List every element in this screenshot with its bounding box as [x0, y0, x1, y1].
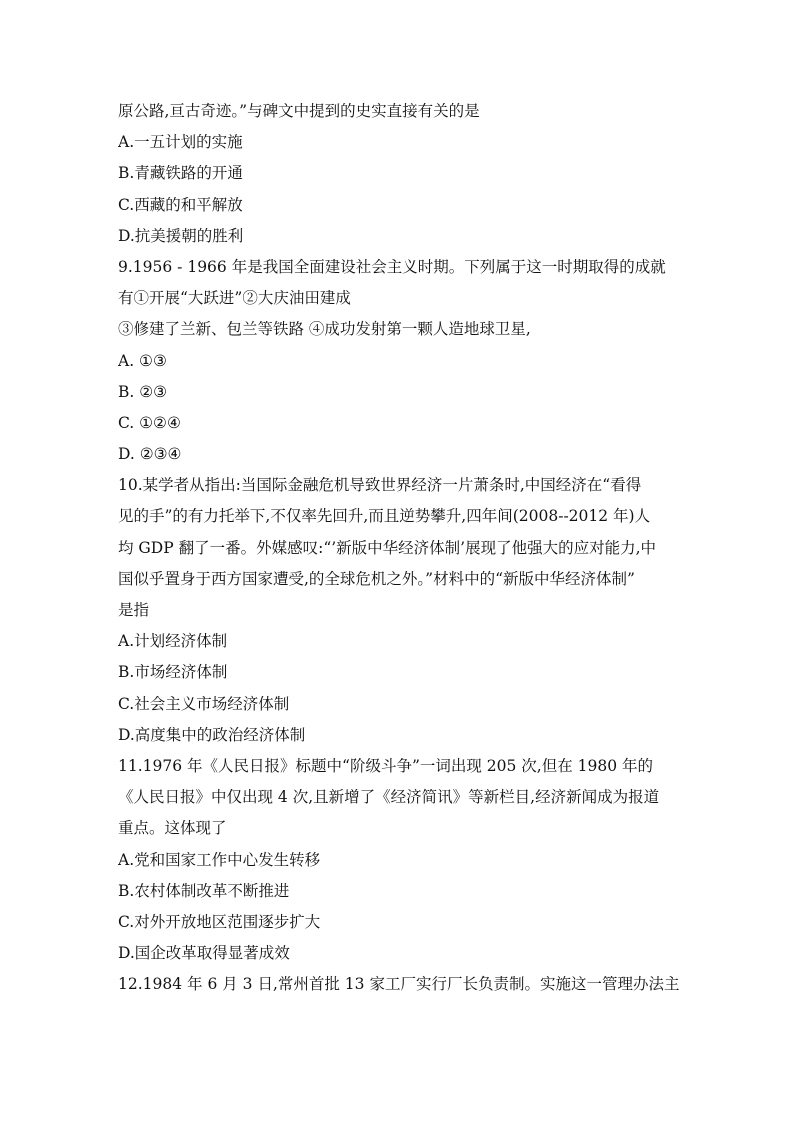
q9-stem-line-3: ③修建了兰新、包兰等铁路 ④成功发射第一颗人造地球卫星, [118, 320, 531, 339]
q10-stem-line-4: 国似乎置身于西方国家遭受,的全球危机之外。”材料中的“新版中华经济体制” [118, 569, 635, 588]
q10-option-a: A.计划经济体制 [118, 632, 228, 651]
q9-stem-line-1: 9.1956 - 1966 年是我国全面建设社会主义时期。下列属于这一时期取得的成就 [118, 257, 666, 276]
q8-option-d: D.抗美援朝的胜利 [118, 226, 244, 245]
q10-stem-line-1: 10.某学者从指出:当国际金融危机导致世界经济一片萧条时,中国经济在“看得 [118, 476, 642, 495]
q9-option-a: A. ①③ [118, 351, 167, 370]
document-page [118, 96, 684, 1000]
q9-option-c: C. ①②④ [118, 413, 181, 432]
q8-option-c: C.西藏的和平解放 [118, 195, 243, 214]
q10-option-c: C.社会主义市场经济体制 [118, 694, 290, 713]
q12-stem-line-1: 12.1984 年 6 月 3 日,常州首批 13 家工厂实行厂长负责制。实施这一管理办法主 [118, 975, 680, 994]
q9-stem-line-2: 有①开展“大跃进”②大庆油田建成 [118, 289, 351, 308]
q11-option-d: D.国企改革取得显著成效 [118, 944, 290, 963]
q11-stem-line-3: 重点。这体现了 [118, 819, 227, 838]
q10-stem-line-2: 见的手”的有力托举下,不仅率先回升,而且逆势攀升,四年间(2008--2012 年)人 [118, 507, 651, 526]
q11-option-a: A.党和国家工作中心发生转移 [118, 850, 321, 869]
q10-stem-line-3: 均 GDP 翻了一番。外媒感叹:“’新版中华经济体制’展现了他强大的应对能力,中 [118, 538, 657, 557]
q9-option-b: B. ②③ [118, 382, 168, 401]
q10-stem-line-5: 是指 [118, 601, 150, 619]
q8-option-a: A.一五计划的实施 [118, 133, 243, 152]
q8-option-b: B.青藏铁路的开通 [118, 164, 243, 183]
q11-stem-line-2: 《人民日报》中仅出现 4 次,且新增了《经济简讯》等新栏目,经济新闻成为报道 [118, 788, 660, 807]
q11-option-c: C.对外开放地区范围逐步扩大 [118, 912, 321, 931]
q10-option-b: B.市场经济体制 [118, 663, 228, 682]
q10-option-d: D.高度集中的政治经济体制 [118, 725, 306, 744]
q8-stem-continuation: 原公路,亘古奇迹。”与碑文中提到的史实直接有关的是 [118, 102, 480, 120]
q9-option-d: D. ②③④ [118, 445, 182, 464]
q11-stem-line-1: 11.1976 年《人民日报》标题中“阶级斗争”一词出现 205 次,但在 1980 年的 [118, 756, 654, 775]
q11-option-b: B.农村体制改革不断推进 [118, 881, 290, 900]
